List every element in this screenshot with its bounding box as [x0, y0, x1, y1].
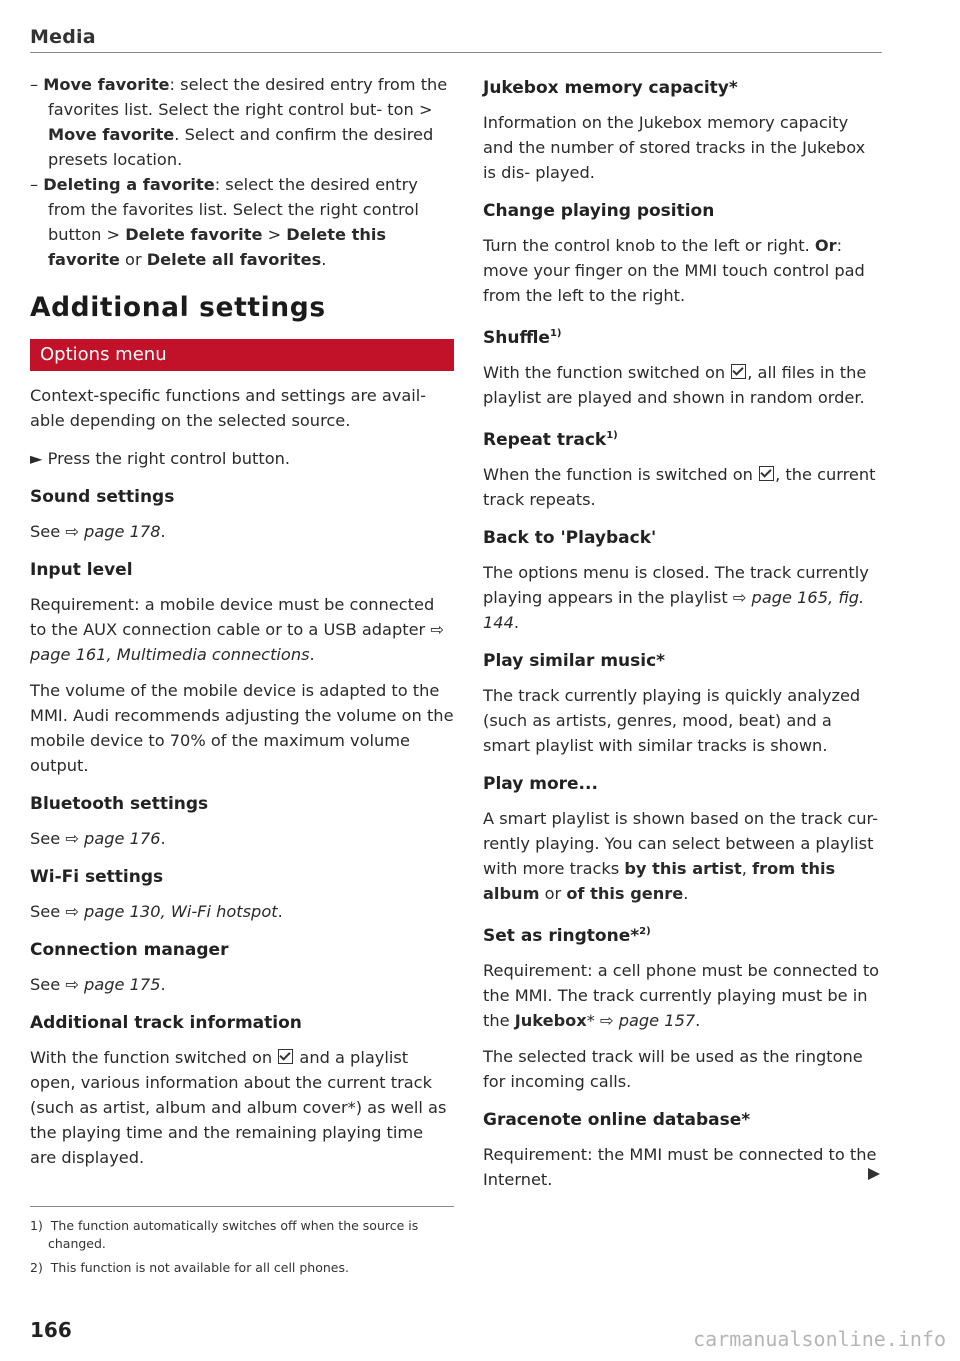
sound-settings-text: [30, 519, 454, 544]
page-reference-link[interactable]: ⇨ page 176: [65, 829, 161, 848]
delete-favorite-menu-label: Delete favorite: [125, 225, 263, 244]
track-info-heading: Additional track information: [30, 1013, 302, 1033]
jukebox-capacity-text: Information on the Jukebox memory capacity and the number of stored tracks in the Jukebox is dis- played.: [483, 113, 866, 182]
track-info-text: [30, 1045, 454, 1170]
see-label: See: [30, 975, 66, 994]
delete-this-favorite-label: Delete this favorite: [48, 225, 387, 269]
page-reference-link[interactable]: ⇨ page 175: [65, 975, 161, 994]
page-reference-link[interactable]: ⇨ page 157: [599, 1011, 696, 1030]
delete-favorite-text-3: or: [119, 250, 147, 269]
back-text-1: The options menu is closed. The track currently playing appears in the playlist: [483, 563, 869, 607]
watermark: carmanualsonline.info: [693, 1327, 946, 1351]
shuffle-text-1: With the function switched on: [483, 363, 731, 382]
play-similar-heading: Play similar music*: [483, 651, 666, 671]
move-favorite-text-2: . Select and confirm the desired presets location.: [48, 125, 434, 169]
input-level-volume-text: The volume of the mobile device is adapted to the MMI. Audi recommends adjusting the volume on the mobile device to 70% of the maximum volume output.: [30, 681, 454, 775]
play-more-text-4: .: [683, 884, 689, 903]
delete-favorite-term: Deleting a favorite: [43, 175, 215, 194]
connection-manager-heading: Connection manager: [30, 940, 229, 960]
repeat-track-text: [483, 462, 883, 512]
by-this-artist-label: by this artist: [624, 859, 742, 878]
repeat-text-1: When the function is switched on: [483, 465, 759, 484]
delete-favorite-text-1: : select the desired entry from the favorites list. Select the right control button >: [48, 175, 419, 244]
sentence-end: .: [513, 613, 520, 632]
footnote-1: [30, 1217, 454, 1253]
section-title: Additional settings: [30, 292, 326, 323]
header-divider: [30, 52, 882, 53]
shuffle-text-2: , all files in the playlist are played and shown in random order.: [483, 363, 867, 407]
change-position-text-1: Turn the control knob to the left or right.: [483, 236, 815, 255]
set-ringtone-heading: [483, 921, 883, 947]
shuffle-heading: [483, 323, 883, 349]
sentence-end: .: [309, 645, 315, 664]
footnote-ref: 1): [549, 328, 562, 339]
move-favorite-term: Move favorite: [43, 75, 170, 94]
footnote-text: The function automatically switches off when the source is changed.: [48, 1218, 419, 1251]
delete-favorite-item: – Deleting a favorite: select the desired entry from the favorites list. Select the right control button > Delete favorite > Delete this favorite or Delete all favorites.: [30, 175, 419, 269]
play-more-text-2: ,: [741, 859, 753, 878]
delete-all-favorites-label: Delete all favorites: [146, 250, 322, 269]
set-ringtone-title: Set as ringtone*: [483, 926, 640, 946]
repeat-track-title: Repeat track: [483, 430, 607, 450]
instruction-step: ► Press the right control button.: [30, 449, 291, 468]
delete-favorite-text-2: >: [262, 225, 287, 244]
requirement-text: Requirement: a mobile device must be connected to the AUX connection cable or to a USB adapter: [30, 595, 435, 639]
from-this-album-label: from this album: [483, 859, 836, 903]
move-favorite-text-1: : select the desired entry from the favorites list. Select the right control but- ton >: [48, 75, 448, 119]
jukebox-capacity-heading: Jukebox memory capacity*: [483, 78, 738, 98]
play-more-text-3: or: [539, 884, 567, 903]
footnote-ref: 2): [639, 926, 651, 937]
sentence-end: .: [160, 522, 166, 541]
connection-manager-text: [30, 972, 454, 997]
section-header: Media: [30, 26, 96, 48]
footnote-ref: 1): [606, 430, 618, 441]
track-info-text-1: With the function switched on: [30, 1048, 278, 1067]
gracenote-heading: Gracenote online database*: [483, 1110, 751, 1130]
page-reference-link[interactable]: ⇨ page 161, Multimedia connections: [30, 620, 444, 664]
of-this-genre-label: of this genre: [566, 884, 684, 903]
play-more-text: [483, 806, 883, 906]
back-to-playback-heading: Back to 'Playback': [483, 528, 657, 548]
right-column: [483, 72, 883, 1192]
ringtone-text-1: Requirement: a cell phone must be connected to the MMI. The track currently playing must be in the: [483, 961, 880, 1030]
set-ringtone-requirement: [483, 958, 883, 1033]
change-position-text: [483, 233, 883, 308]
input-level-requirement: [30, 592, 454, 667]
checked-checkbox-icon: [759, 466, 774, 481]
continue-arrow-icon: [866, 1167, 882, 1181]
shuffle-text: [483, 360, 883, 410]
shuffle-title: Shuffle: [483, 328, 550, 348]
footnote-text: This function is not available for all cell phones.: [50, 1260, 349, 1275]
gracenote-text: Requirement: the MMI must be connected to the Internet.: [483, 1145, 877, 1189]
bluetooth-settings-heading: Bluetooth settings: [30, 794, 209, 814]
wifi-settings-text: [30, 899, 454, 924]
footnote-divider: [30, 1206, 454, 1207]
sentence-end: .: [160, 975, 166, 994]
input-level-heading: Input level: [30, 560, 133, 580]
footnote-mark: 1): [30, 1218, 43, 1233]
set-ringtone-text: The selected track will be used as the ringtone for incoming calls.: [483, 1047, 863, 1091]
footnote-2: [30, 1259, 454, 1277]
checked-checkbox-icon: [731, 364, 746, 379]
move-favorite-item: – Move favorite: select the desired entry from the favorites list. Select the right control but- ton > Move favorite. Select and confirm the desired presets location.: [30, 75, 448, 169]
sentence-end: .: [695, 1011, 701, 1030]
see-label: See: [30, 902, 66, 921]
sentence-end: .: [277, 902, 283, 921]
play-more-heading: Play more...: [483, 774, 598, 794]
checked-checkbox-icon: [278, 1049, 293, 1064]
options-menu-heading: Options menu: [30, 339, 454, 371]
play-similar-text: The track currently playing is quickly analyzed (such as artists, genres, mood, beat) and a smart playlist with similar tracks is shown.: [483, 686, 861, 755]
left-column: [30, 72, 454, 1277]
move-favorite-menu-label: Move favorite: [48, 125, 175, 144]
page-reference-link[interactable]: ⇨ page 165, fig. 144: [483, 588, 865, 632]
page-reference-link[interactable]: ⇨ page 178: [65, 522, 161, 541]
page-reference-link[interactable]: ⇨ page 130, Wi-Fi hotspot: [65, 902, 278, 921]
or-label: Or: [814, 236, 837, 255]
wifi-settings-heading: Wi-Fi settings: [30, 867, 164, 887]
ringtone-text-2: *: [586, 1011, 600, 1030]
page-number: 166: [30, 1318, 72, 1342]
options-intro: Context-specific functions and settings are avail- able depending on the selected source.: [30, 386, 427, 430]
play-more-text-1: A smart playlist is shown based on the track cur- rently playing. You can select between a playlist with more tracks: [483, 809, 878, 878]
delete-favorite-text-4: .: [321, 250, 327, 269]
see-label: See: [30, 522, 66, 541]
repeat-track-heading: [483, 425, 883, 451]
repeat-text-2: , the current track repeats.: [483, 465, 876, 509]
sentence-end: .: [160, 829, 166, 848]
see-label: See: [30, 829, 66, 848]
change-position-text-2: : move your finger on the MMI touch control pad from the left to the right.: [483, 236, 865, 305]
footnote-mark: 2): [30, 1260, 43, 1275]
back-to-playback-text: [483, 560, 883, 635]
track-info-text-2: and a playlist open, various information about the current track (such as artist, album and album cover*) as well as the playing time and the remaining playing time are displayed.: [30, 1048, 447, 1167]
jukebox-label: Jukebox: [514, 1011, 587, 1030]
bluetooth-settings-text: [30, 826, 454, 851]
change-position-heading: Change playing position: [483, 201, 715, 221]
sound-settings-heading: Sound settings: [30, 487, 175, 507]
